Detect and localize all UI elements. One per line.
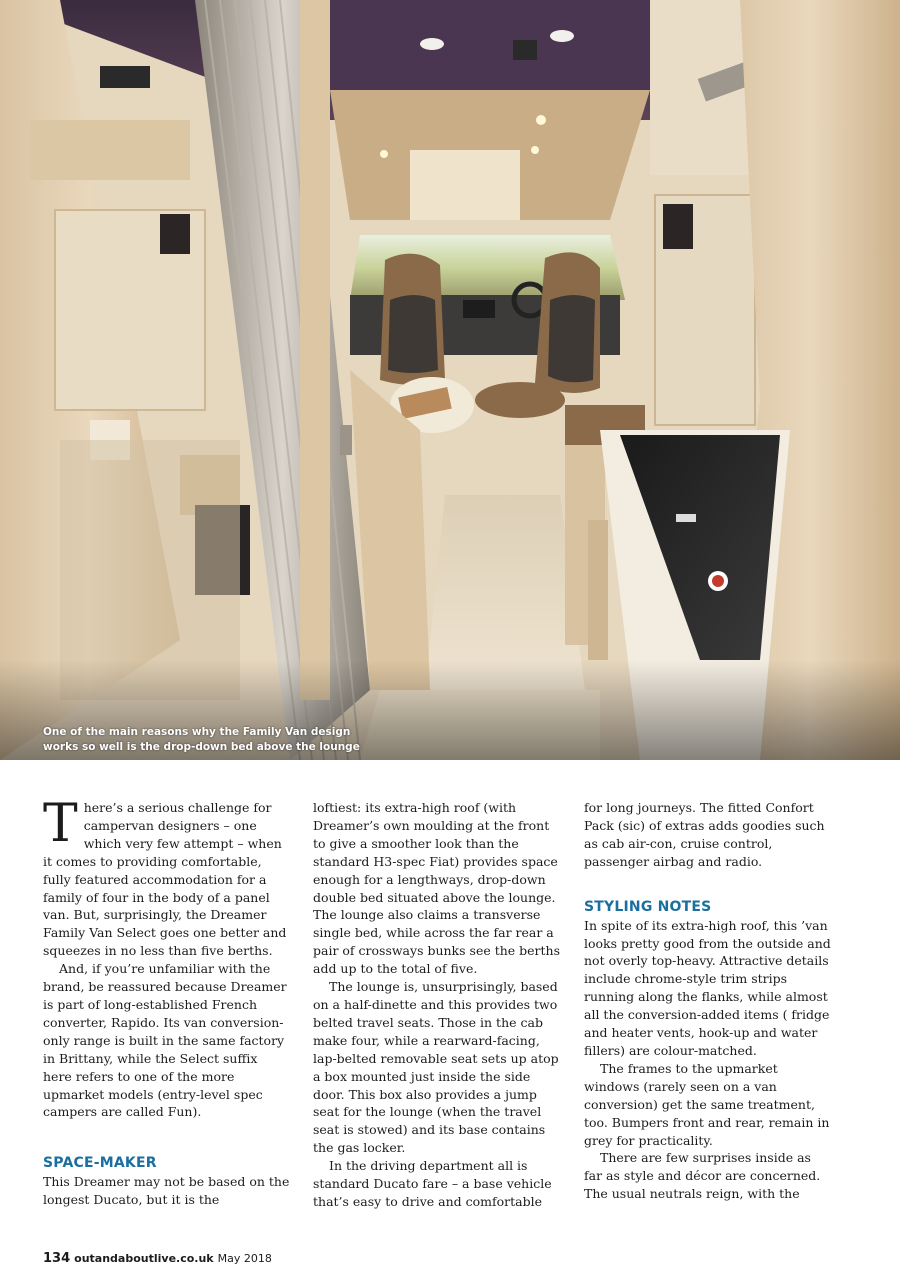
body-paragraph: And, if you’re unfamiliar with the brand, be reassured because Dreamer is part of long-established French converter, Rapido. Its van conversion-only range is built in the same factory in Brittany, while the Select suffix here refers to one of the more upmarket models (entry-level spec campers are called Fun). — [43, 961, 287, 1120]
photo-caption: One of the main reasons why the Family Van design works so well is the drop-down bed above the lounge — [43, 726, 360, 753]
article-column-2 — [313, 799, 560, 1211]
drop-cap: T — [43, 794, 78, 854]
page-footer — [43, 1251, 272, 1267]
footer-date: May 2018 — [217, 1252, 272, 1265]
page-number: 134 — [43, 1251, 71, 1266]
body-paragraph: This Dreamer may not be based on the longest Ducato, but it is the — [43, 1174, 290, 1208]
body-paragraph: loftiest: its extra-high roof (with Dreamer’s own moulding at the front to give a smoother look than the standard H3-spec Fiat) provides space enough for a lengthways, drop-down double bed situated above the lounge. The lounge also claims a transverse single bed, while across the far rear a pair of crossways bunks see the berths add up to the total of five. — [313, 800, 561, 977]
footer-website: outandaboutlive.co.uk — [74, 1252, 214, 1265]
section-subhead-styling-notes: STYLING NOTES — [584, 898, 712, 915]
article-column-3 — [584, 799, 831, 1203]
body-paragraph: There are few surprises inside as far as style and décor are concerned. The usual neutrals reign, with the — [584, 1150, 821, 1202]
article-column-1 — [43, 794, 290, 1209]
section-subhead-space-maker: SPACE-MAKER — [43, 1155, 157, 1172]
intro-paragraph-text: here’s a serious challenge for campervan designers – one which very few attempt – when it comes to providing comfortable, fully featured accommodation for a family of four in the body of a panel van. But, surprisingly, the Dreamer Family Van Select goes one better and squeezes in no less than five berths. — [43, 800, 287, 959]
body-paragraph: The frames to the upmarket windows (rarely seen on a van conversion) get the same treatment, too. Bumpers front and rear, remain in grey for practicality. — [584, 1060, 830, 1148]
body-paragraph: for long journeys. The fitted Confort Pack (sic) of extras adds goodies such as cab air-con, cruise control, passenger airbag and radio. — [584, 800, 825, 869]
body-paragraph: The lounge is, unsurprisingly, based on a half-dinette and this provides two belted travel seats. Those in the cab make four, while a rearward-facing, lap-belted removable seat sets up atop a box mounted just inside the side door. This box also provides a jump seat for the lounge (when the travel seat is stowed) and its base contains the gas locker. — [313, 979, 559, 1156]
intro-paragraph — [43, 794, 290, 960]
body-paragraph: In the driving department all is standard Ducato fare – a base vehicle that’s easy to drive and comfortable — [313, 1158, 552, 1209]
body-paragraph: In spite of its extra-high roof, this ’van looks pretty good from the outside and not overly top-heavy. Attractive details include chrome-style trim strips running along the flanks, while almost all the conversion-added items ( fridge and heater vents, hook-up and water fillers) are colour-matched. — [584, 917, 831, 1058]
